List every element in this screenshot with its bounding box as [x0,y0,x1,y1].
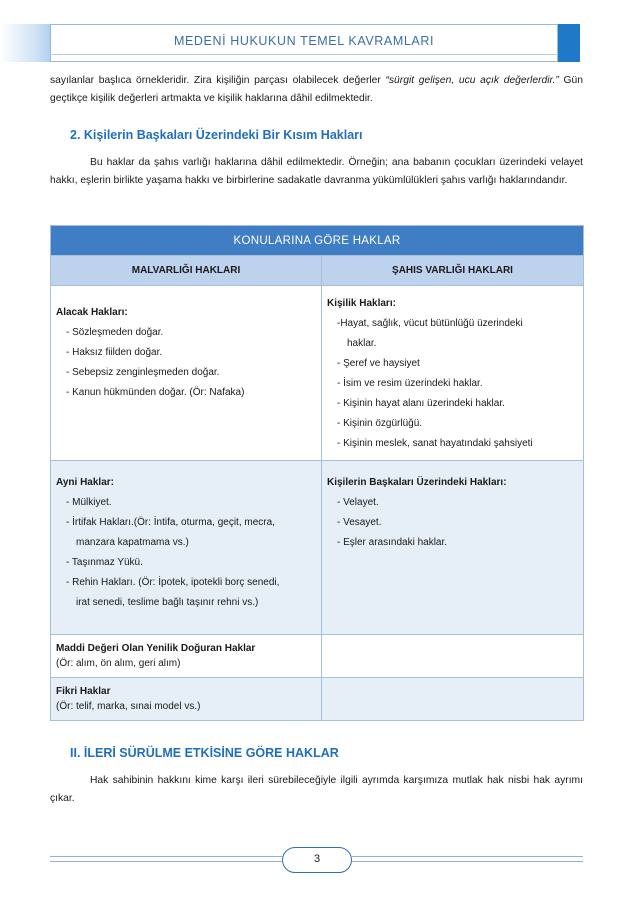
list-item: - Haksız fiilden doğar. [66,347,163,358]
list-item: - Kişinin hayat alanı üzerindeki haklar. [337,398,505,409]
list-item: - Kişinin meslek, sanat hayatındaki şahsiyeti [337,438,533,449]
personality-rights-title: Kişilik Hakları: [327,298,396,309]
cell-intellectual-rights [51,678,322,721]
cell-personality-rights [322,286,584,461]
rights-table [50,225,584,721]
list-item-continuation: haklar. [347,338,377,349]
cell-rights-over-others [322,461,584,635]
list-item: - İsim ve resim üzerindeki haklar. [337,378,483,389]
column-header-personal-rights: ŞAHIS VARLIĞI HAKLARI [322,256,584,286]
section-ii-heading: II. İLERİ SÜRÜLME ETKİSİNE GÖRE HAKLAR [70,746,339,760]
list-item: - İrtifak Hakları.(Ör: İntifa, oturma, geçit, mecra, [66,517,275,528]
intro-text-before: sayılanlar başlıca örnekleridir. Zira kişiliğin parçası olabilecek değerler [50,75,386,86]
section-2-paragraph: Bu haklar da şahıs varlığı haklarına dâhil edilmektedir. Örneğin; ana babanın çocukları üzerindeki velayet hakkı, eşlerin birlikte yaşama hakkı ve birbirlerine sadakatle davranma yükümlülükleri şahıs varlığı haklarındandır. [50,157,583,186]
list-item: - Vesayet. [337,517,382,528]
column-header-property-rights: MALVARLIĞI HAKLARI [51,256,322,286]
cell-empty [322,678,584,721]
list-item: - Sözleşmeden doğar. [66,327,164,338]
footer-rule-left [50,856,282,857]
list-item: - Kişinin özgürlüğü. [337,418,423,429]
footer-rule-right [352,856,583,857]
table-caption: KONULARINA GÖRE HAKLAR [51,226,584,256]
list-item: - Kanun hükmünden doğar. (Ör: Nafaka) [66,387,245,398]
cell-empty [322,635,584,678]
rights-over-others-title: Kişilerin Başkaları Üzerindeki Hakları: [327,477,507,488]
intro-text-after: Gün geçtikçe kişilik değerleri artmakta ve kişilik haklarına dâhil edilmektedir. [50,75,583,104]
list-item: -Hayat, sağlık, vücut bütünlüğü üzerindeki [337,318,523,329]
footer-rule-left [50,861,282,862]
section-2-heading: 2. Kişilerin Başkaları Üzerindeki Bir Kısım Hakları [70,128,363,142]
list-item: - Sebepsiz zenginleşmeden doğar. [66,367,220,378]
list-item: - Taşınmaz Yükü. [66,557,143,568]
list-item-continuation: manzara kapatmama vs.) [76,537,189,548]
header-blue-tab [558,24,580,62]
intro-paragraph [50,72,583,108]
formative-rights-title: Maddi Değeri Olan Yenilik Doğuran Haklar [56,643,256,654]
footer-rule-right [352,861,583,862]
cell-claim-rights [51,286,322,461]
cell-formative-rights [51,635,322,678]
list-item: - Mülkiyet. [66,497,112,508]
section-ii-paragraph: Hak sahibinin hakkını kime karşı ileri sürebileceğiyle ilgili ayrımda karşımıza mutlak hak nisbi hak ayrımı çıkar. [50,775,583,804]
page-number: 3 [282,847,352,873]
formative-rights-note: (Ör: alım, ön alım, geri alım) [56,658,181,669]
intellectual-rights-title: Fikri Haklar [56,686,111,697]
claim-rights-title: Alacak Hakları: [56,307,128,318]
cell-real-rights [51,461,322,635]
list-item: - Eşler arasındaki haklar. [337,537,448,548]
intro-quote: “sürgit gelişen, ucu açık değerlerdir.” [385,75,559,86]
header-divider [50,54,558,55]
list-item: - Velayet. [337,497,379,508]
intellectual-rights-note: (Ör: telif, marka, sınai model vs.) [56,701,201,712]
real-rights-title: Ayni Haklar: [56,477,114,488]
page-header-title: MEDENİ HUKUKUN TEMEL KAVRAMLARI [173,34,435,48]
list-item-continuation: irat senedi, teslime bağlı taşınır rehni vs.) [76,597,259,608]
list-item: - Şeref ve haysiyet [337,358,420,369]
list-item: - Rehin Hakları. (Ör: İpotek, ipotekli borç senedi, [66,577,280,588]
